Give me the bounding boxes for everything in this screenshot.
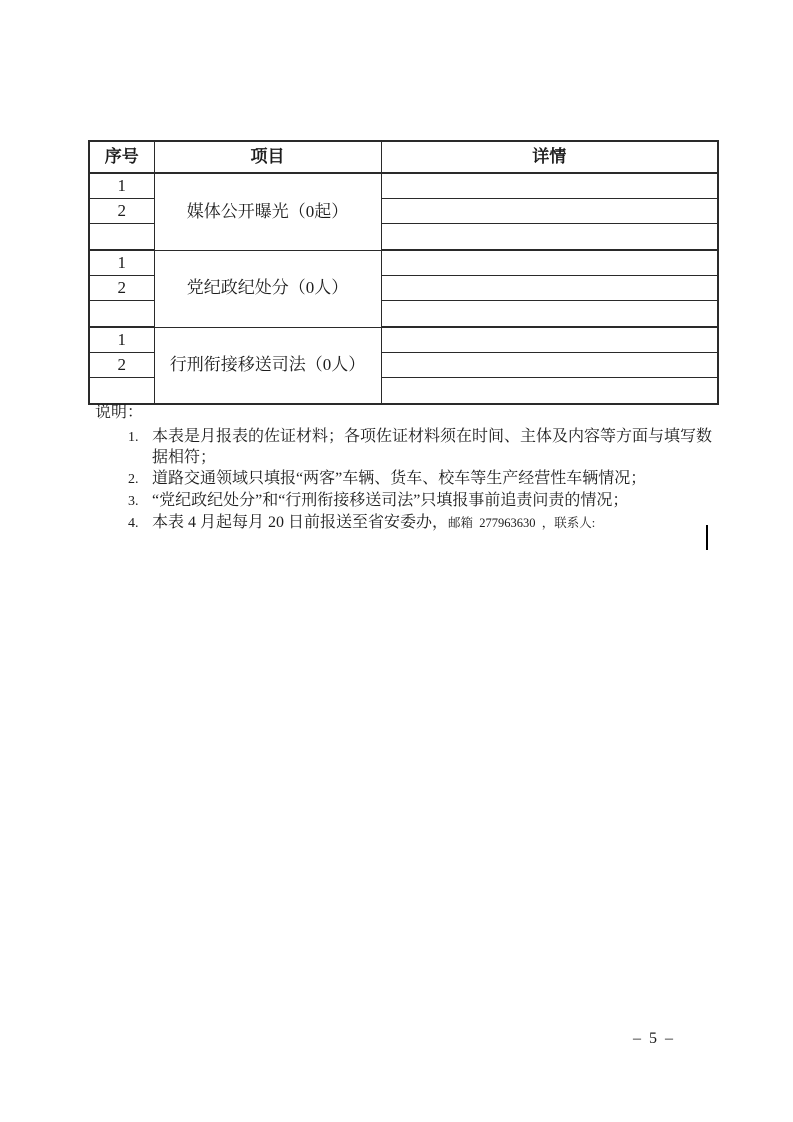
detail-cell[interactable] — [381, 378, 718, 405]
note-number: 4. — [128, 516, 139, 531]
note-number: 3. — [128, 494, 139, 509]
note-text — [152, 512, 720, 534]
detail-cell[interactable] — [381, 173, 718, 199]
item-label-media-exposure: 媒体公开曝光（0起） — [154, 173, 381, 250]
notes-heading: 说明： — [95, 404, 144, 421]
serial-cell — [89, 378, 154, 405]
item-label-party-discipline: 党纪政纪处分（0人） — [154, 250, 381, 327]
note-text: 道路交通领域只填报“两客”车辆、货车、校车等生产经营性车辆情况； — [152, 470, 647, 487]
note-item-1 — [95, 426, 720, 468]
serial-cell: 2 — [89, 199, 154, 224]
note-item-2 — [95, 468, 720, 490]
serial-cell: 2 — [89, 276, 154, 301]
detail-cell[interactable] — [381, 353, 718, 378]
note-text-contact: 邮箱 277963630 ，联系人: — [448, 516, 596, 530]
detail-cell[interactable] — [381, 224, 718, 251]
item-label-judicial-transfer: 行刑衔接移送司法（0人） — [154, 327, 381, 404]
serial-cell — [89, 301, 154, 328]
text-cursor[interactable] — [706, 525, 708, 550]
col-header-item: 项目 — [154, 141, 381, 173]
detail-cell[interactable] — [381, 301, 718, 328]
note-text: 本表是月报表的佐证材料；各项佐证材料须在时间、主体及内容等方面与填写数据相符； — [152, 428, 713, 466]
detail-cell[interactable] — [381, 250, 718, 276]
note-item-4 — [95, 512, 720, 534]
detail-cell[interactable] — [381, 276, 718, 301]
note-text-main: 本表 4 月起每月 20 日前报送至省安委办， — [152, 514, 449, 531]
note-number: 1. — [128, 430, 139, 445]
table-row — [89, 173, 718, 199]
page-number: – 5 – — [633, 1030, 675, 1047]
note-text: “党纪政纪处分”和“行刑衔接移送司法”只填报事前追责问责的情况； — [152, 492, 629, 509]
detail-cell[interactable] — [381, 327, 718, 353]
note-number: 2. — [128, 472, 139, 487]
notes-section — [95, 403, 720, 534]
table-header-row — [89, 141, 718, 173]
table-row — [89, 327, 718, 353]
col-header-detail: 详情 — [381, 141, 718, 173]
detail-cell[interactable] — [381, 199, 718, 224]
serial-cell — [89, 224, 154, 251]
serial-cell: 1 — [89, 173, 154, 199]
table-row — [89, 250, 718, 276]
note-item-3 — [95, 490, 720, 512]
col-header-serial: 序号 — [89, 141, 154, 173]
evidence-table — [88, 140, 719, 405]
serial-cell: 1 — [89, 250, 154, 276]
serial-cell: 1 — [89, 327, 154, 353]
serial-cell: 2 — [89, 353, 154, 378]
